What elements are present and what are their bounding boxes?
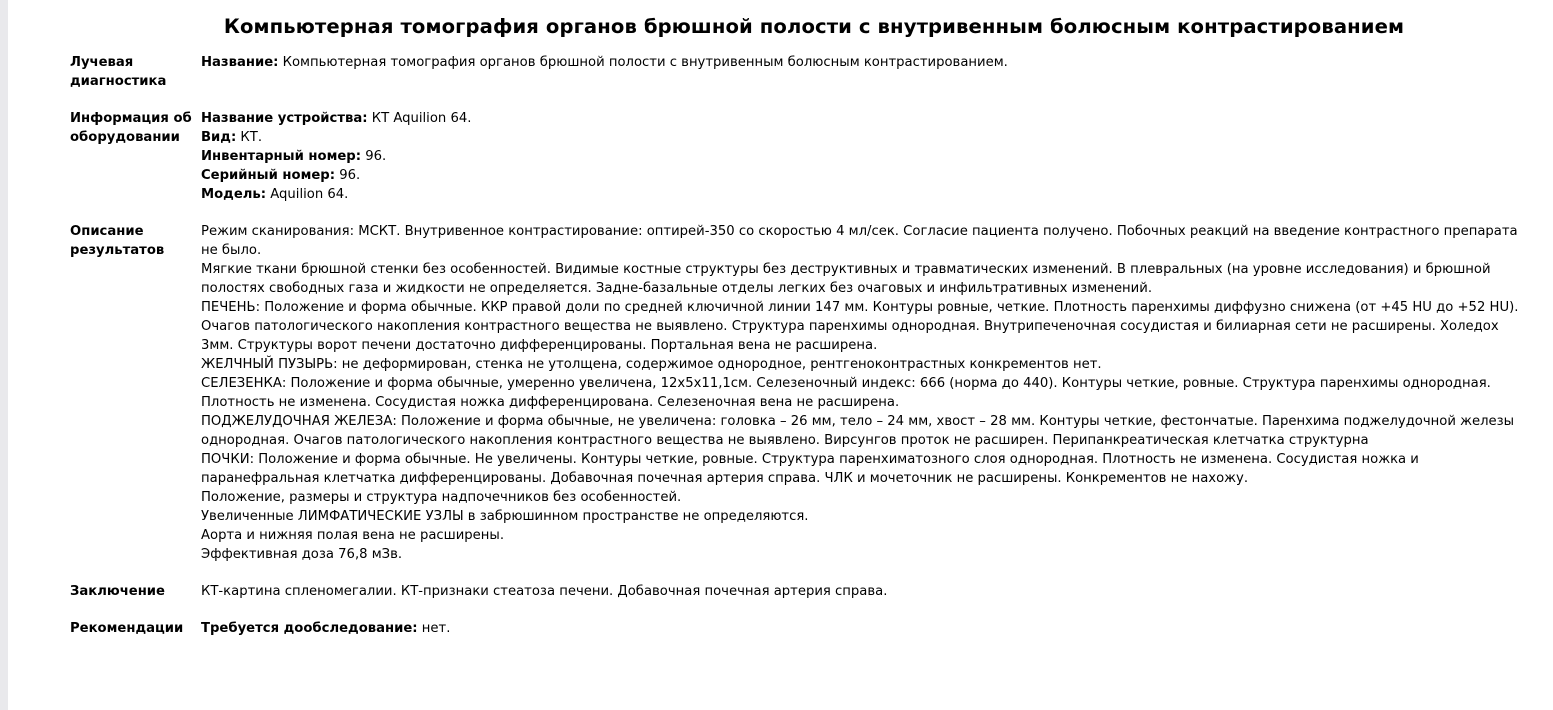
results-paragraph: ПЕЧЕНЬ: Положение и форма обычные. ККР правой доли по средней ключичной линии 147 мм. Контуры ровные, четкие. Плотность паренхимы диффузно снижена (от +45 HU до +52 HU). Очагов патологического накопления контрастного вещества не выявлено. Структура паренхимы однородная. Внутрипеченочная сосудистая и билиарная сети не расширены. Холедох 3мм. Структуры ворот печени достаточно дифференцированы. Портальная вена не расширена.: [201, 300, 1519, 353]
report-title: Компьютерная томография органов брюшной полости с внутривенным болюсным контрастированием: [223, 15, 1405, 38]
field-inventory-value: 96.: [365, 149, 387, 164]
results-paragraph: Увеличенные ЛИМФАТИЧЕСКИЕ УЗЛЫ в забрюшинном пространстве не определяются.: [201, 509, 809, 524]
section-content-recommendations: [201, 619, 1520, 638]
results-paragraph: СЕЛЕЗЕНКА: Положение и форма обычные, умеренно увеличена, 12х5х11,1см. Селезеночный индекс: 666 (норма до 440). Контуры четкие, ровные. Структура паренхимы однородная. Плотность не изменена. Сосудистая ножка дифференцирована. Селезеночная вена не расширена.: [201, 376, 1491, 410]
section-content-diagnostics: [201, 53, 1520, 72]
section-content-conclusion: [201, 582, 1520, 601]
results-paragraph: Эффективная доза 76,8 мЗв.: [201, 547, 403, 562]
field-type-value: КТ.: [240, 130, 263, 145]
results-paragraph: ПОДЖЕЛУДОЧНАЯ ЖЕЛЕЗА: Положение и форма обычные, не увеличена: головка – 26 мм, тело – 24 мм, хвост – 28 мм. Контуры четкие, фестончатые. Паренхима поджелудочной железы однородная. Очагов патологического накопления контрастного вещества не выявлено. Вирсунгов проток не расширен. Перипанкреатическая клетчатка структурна: [201, 414, 1515, 448]
results-paragraph: Режим сканирования: МСКТ. Внутривенное контрастирование: оптирей-350 со скоростью 4 мл/сек. Согласие пациента получено. Побочных реакций на введение контрастного препарата не было.: [201, 224, 1518, 258]
report-document: [70, 13, 1520, 656]
section-recommendations: [70, 619, 1520, 638]
section-content-results: [201, 222, 1520, 564]
section-label-conclusion: Заключение: [70, 584, 165, 599]
window-left-edge: [0, 0, 8, 710]
results-paragraph: Мягкие ткани брюшной стенки без особенностей. Видимые костные структуры без деструктивных и травматических изменений. В плевральных (на уровне исследования) и брюшной полостях свободных газа и жидкости не определяется. Задне-базальные отделы легких без очаговых и инфильтративных изменений.: [201, 262, 1491, 296]
section-label-recommendations: Рекомендации: [70, 621, 184, 636]
field-type: [201, 128, 1520, 147]
section-label-diagnostics: Лучевая диагностика: [70, 55, 167, 89]
conclusion-text: КТ-картина спленомегалии. КТ-признаки стеатоза печени. Добавочная почечная артерия справа.: [201, 584, 888, 599]
field-inventory: [201, 147, 1520, 166]
section-results: [70, 222, 1520, 564]
results-paragraph: ПОЧКИ: Положение и форма обычные. Не увеличены. Контуры четкие, ровные. Структура паренхиматозного слоя однородная. Плотность не изменена. Сосудистая ножка и паранефральная клетчатка дифференцированы. Добавочная почечная артерия справа. ЧЛК и мочеточник не расширены. Конкрементов не нахожу.: [201, 452, 1419, 486]
field-model-value: Aquilion 64.: [270, 187, 349, 202]
section-equipment: [70, 109, 1520, 204]
field-device-name-label: Название устройства:: [201, 111, 368, 126]
field-model-label: Модель:: [201, 187, 267, 202]
section-content-equipment: [201, 109, 1520, 204]
results-paragraph: Аорта и нижняя полая вена не расширены.: [201, 528, 505, 543]
field-followup-value: нет.: [421, 621, 451, 636]
section-label-results: Описание результатов: [70, 224, 165, 258]
results-paragraph: ЖЕЛЧНЫЙ ПУЗЫРЬ: не деформирован, стенка не утолщена, содержимое однородное, рентгеноконтрастных конкрементов нет.: [201, 357, 1102, 372]
field-device-name: [201, 109, 1520, 128]
results-paragraph: Положение, размеры и структура надпочечников без особенностей.: [201, 490, 682, 505]
field-followup: [201, 619, 1520, 638]
field-serial: [201, 166, 1520, 185]
field-inventory-label: Инвентарный номер:: [201, 149, 362, 164]
section-label-equipment: Информация об оборудовании: [70, 111, 192, 145]
field-serial-label: Серийный номер:: [201, 168, 336, 183]
section-conclusion: [70, 582, 1520, 601]
field-device-name-value: КТ Aquilion 64.: [371, 111, 472, 126]
section-diagnostics: [70, 53, 1520, 91]
field-name-value: Компьютерная томография органов брюшной полости с внутривенным болюсным контрастированием.: [282, 55, 1008, 70]
field-serial-value: 96.: [339, 168, 361, 183]
field-model: [201, 185, 1520, 204]
field-followup-label: Требуется дообследование:: [201, 621, 418, 636]
field-type-label: Вид:: [201, 130, 237, 145]
field-name: [201, 53, 1520, 72]
field-name-label: Название:: [201, 55, 279, 70]
